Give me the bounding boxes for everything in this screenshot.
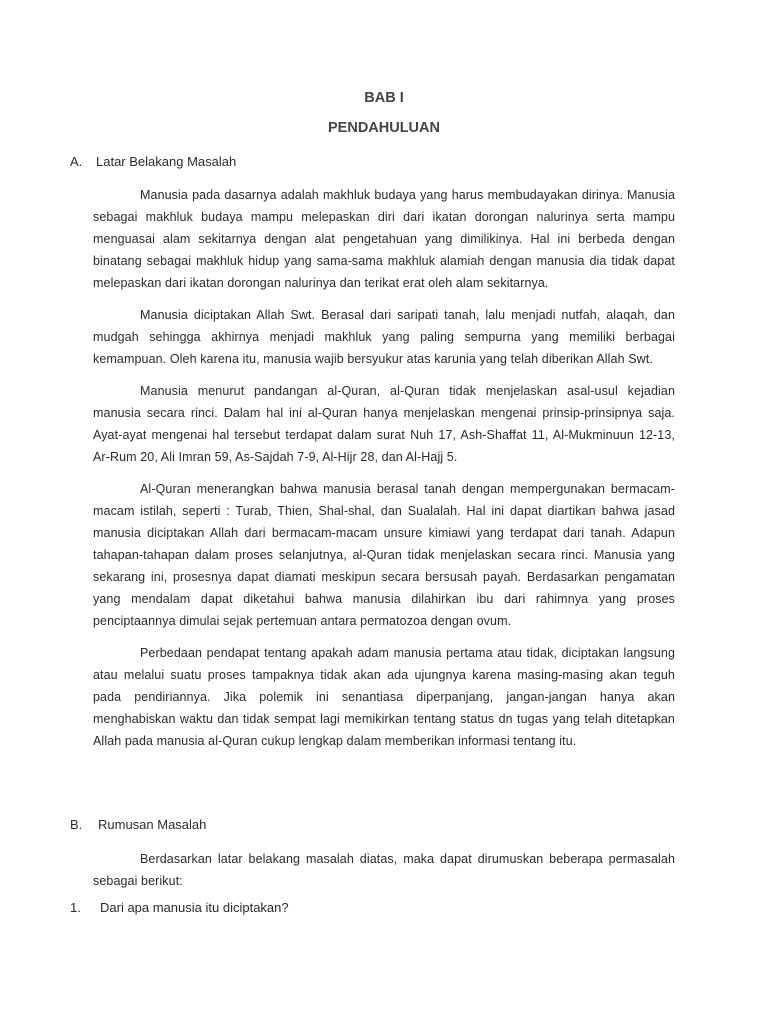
list-item-number: 1. (70, 900, 81, 915)
section-a-letter: A. (70, 154, 83, 169)
paragraph: Al-Quran menerangkan bahwa manusia berasal tanah dengan mempergunakan bermacam-macam istilah, seperti : Turab, Thien, Shal-shal, dan Sualalah. Hal ini dapat diartikan bahwa jasad manusia diciptakan Allah dari bermacam-macam unsure kimiawi yang terdapat dari tanah. Adapun tahapan-tahapan dalam proses selanjutnya, al-Quran tidak menjelaskan secara rinci. Manusia yang sekarang ini, prosesnya dapat diamati meskipun secara bersusah payah. Berdasarkan pengamatan yang mendalam dapat diketahui bahwa manusia dilahirkan ibu dari rahimnya yang proses penciptaannya dimulai sejak pertemuan antara permatozoa dengan ovum. (93, 482, 675, 628)
paragraph: Berdasarkan latar belakang masalah diatas, maka dapat dirumuskan beberapa permasalah sebagai berikut: (93, 852, 675, 888)
list-item-text: Dari apa manusia itu diciptakan? (100, 900, 289, 915)
chapter-title: PENDAHULUAN (328, 120, 440, 136)
paragraph: Perbedaan pendapat tentang apakah adam manusia pertama atau tidak, diciptakan langsung atau melalui suatu proses tampaknya tidak akan ada ujungnya karena masing-masing akan teguh pada pendiriannya. Jika polemik ini senantiasa diperpanjang, jangan-jangan hanya akan menghabiskan waktu dan tidak sempat lagi memikirkan tentang status dn tugas yang telah ditetapkan Allah pada manusia al-Quran cukup lengkap dalam memberikan informasi tentang itu. (93, 646, 675, 748)
paragraph: Manusia menurut pandangan al-Quran, al-Quran tidak menjelaskan asal-usul kejadian manusia secara rinci. Dalam hal ini al-Quran hanya menjelaskan mengenai prinsip-prinsipnya saja. Ayat-ayat mengenai hal tersebut terdapat dalam surat Nuh 17, Ash-Shaffat 11, Al-Mukminuun 12-13, Ar-Rum 20, Ali Imran 59, As-Sajdah 7-9, Al-Hijr 28, dan Al-Hajj 5. (93, 384, 675, 464)
paragraph: Manusia pada dasarnya adalah makhluk budaya yang harus membudayakan dirinya. Manusia sebagai makhluk budaya mampu melepaskan diri dari ikatan dorongan nalurinya serta mampu menguasai alam sekitarnya dengan alat pengetahuan yang dimilikinya. Hal ini berbeda dengan binatang sebagai makhluk hidup yang sama-sama makhluk alamiah dengan manusia dia tidak dapat melepaskan dari ikatan dorongan nalurinya dan terikat erat oleh alam sekitarnya. (93, 188, 675, 290)
section-a-title: Latar Belakang Masalah (96, 154, 237, 169)
section-b-heading (70, 817, 206, 832)
section-a-body (93, 184, 675, 762)
section-b-letter: B. (70, 817, 83, 832)
chapter-number: BAB I (364, 90, 404, 106)
paragraph: Manusia diciptakan Allah Swt. Berasal dari saripati tanah, lalu menjadi nutfah, alaqah, dan mudgah sehingga akhirnya menjadi makhluk yang paling sempurna yang memiliki berbagai kemampuan. Oleh karena itu, manusia wajib bersyukur atas karunia yang telah diberikan Allah Swt. (93, 308, 675, 366)
list-item (70, 900, 289, 915)
section-b-title: Rumusan Masalah (98, 817, 207, 832)
section-a-heading (70, 154, 236, 169)
section-b-body (93, 848, 675, 902)
